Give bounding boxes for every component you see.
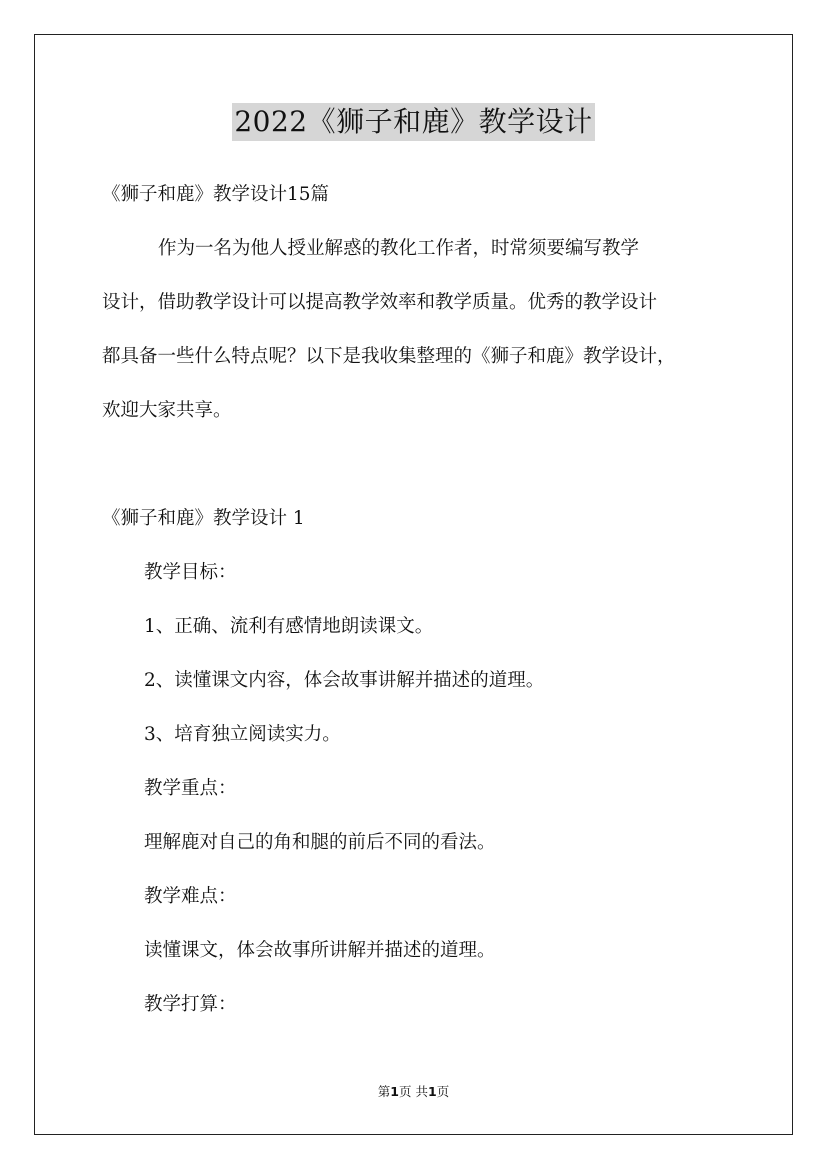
intro-line-3: 都具备一些什么特点呢？以下是我收集整理的《狮子和鹿》教学设计， [102,346,676,367]
footer-page-prefix: 第 [377,1084,391,1099]
footer-page-total: 1 [427,1084,437,1099]
subtitle: 《狮子和鹿》教学设计15篇 [102,184,330,205]
title-container [0,103,827,141]
difficulty-text: 读懂课文，体会故事所讲解并描述的道理。 [144,940,496,961]
page-footer [0,1082,827,1100]
goal-item: 2、读懂课文内容，体会故事讲解并描述的道理。 [144,670,545,691]
intro-line-2: 设计，借助教学设计可以提高教学效率和教学质量。优秀的教学设计 [102,292,658,313]
goals-label: 教学目标： [144,562,237,583]
footer-page-number: 1 [390,1084,399,1099]
footer-page-suffix: 页 [436,1084,450,1099]
intro-line-4: 欢迎大家共享。 [102,400,232,421]
key-label: 教学重点： [144,778,237,799]
goal-item: 3、培育独立阅读实力。 [144,724,341,745]
document-title: 2022《狮子和鹿》教学设计 [232,103,594,141]
plan-label: 教学打算： [144,994,237,1015]
difficulty-label: 教学难点： [144,886,237,907]
intro-line-1: 作为一名为他人授业解惑的教化工作者，时常须要编写教学 [158,238,640,259]
key-text: 理解鹿对自己的角和腿的前后不同的看法。 [144,832,496,853]
footer-page-mid: 页 共 [399,1084,428,1099]
goal-item: 1、正确、流利有感情地朗读课文。 [144,616,434,637]
section-heading: 《狮子和鹿》教学设计 1 [102,508,305,529]
